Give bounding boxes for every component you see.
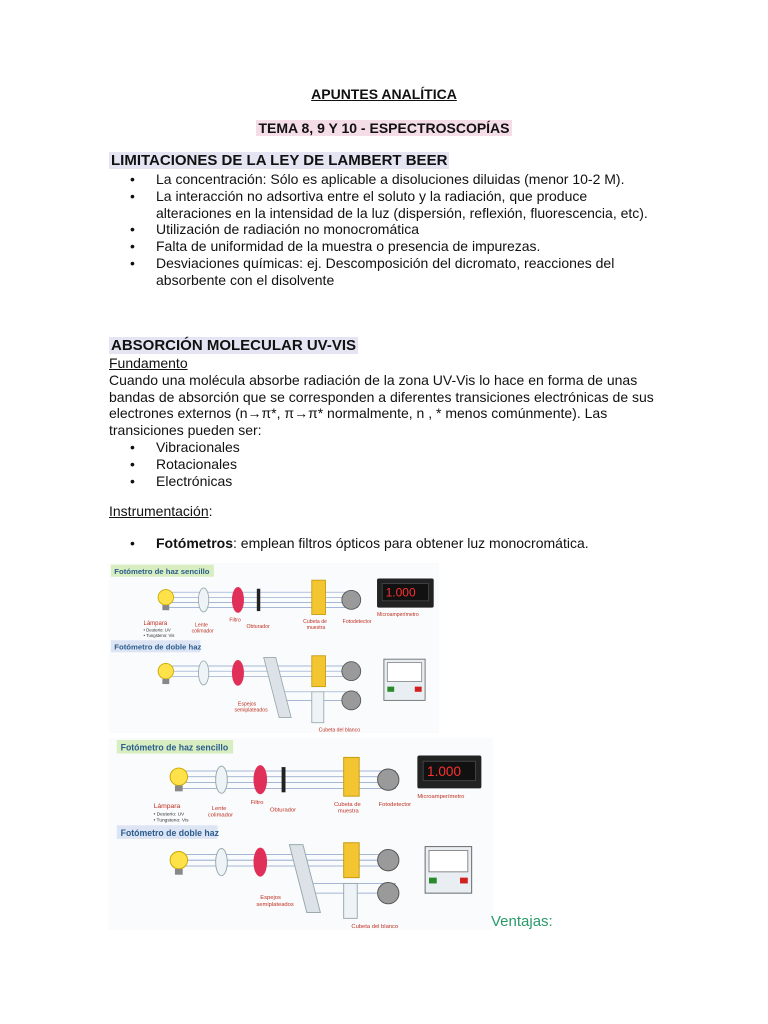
- section-heading-absorcion: ABSORCIÓN MOLECULAR UV-VIS: [111, 337, 357, 354]
- label-lampara: Lámpara: [143, 620, 168, 627]
- double-beam-label: Fotómetro de doble haz: [114, 642, 202, 652]
- blank-cuvette-icon: [312, 692, 324, 723]
- fotometros-item: [109, 535, 669, 552]
- instrumentacion-heading: [109, 503, 669, 520]
- fundamento-paragraph: Cuando una molécula absorbe radiación de la zona UV-Vis lo hace en forma de unas bandas de absorción que se corresponden a diferentes transiciones electrónicas de sus electrones externos (n→π*, π→π* normalmente, n , * menos comúnmente). Las transiciones pueden ser:: [109, 371, 654, 439]
- label-microamperimetro: Microamperímetro: [377, 612, 419, 619]
- label-muestra: muestra: [306, 625, 326, 632]
- photodetector-icon: [378, 850, 399, 871]
- lamp-icon: [170, 851, 187, 874]
- label-fotodetector: Fotodetector: [342, 619, 372, 626]
- photodetector-icon: [342, 662, 361, 681]
- microammeter-icon: [417, 755, 481, 788]
- list-item: • Electrónicas: [109, 473, 669, 490]
- label-lamp-uv: • Deuterio: UV: [153, 812, 185, 818]
- label-lamp-vis: • Tungsteno: Vis: [143, 632, 175, 638]
- label-lente: Lente: [211, 805, 227, 812]
- label-obturador: Obturador: [246, 624, 270, 631]
- lens-icon: [198, 588, 208, 612]
- label-colimador: colimador: [207, 812, 234, 819]
- photodetector-icon: [378, 882, 399, 903]
- label-lamp-vis: • Tungsteno: Vis: [153, 818, 189, 824]
- svg-text:1.000: 1.000: [385, 585, 416, 600]
- fundamento-block: [109, 355, 669, 489]
- filter-icon: [232, 660, 244, 686]
- label-semiplateados: semiplateados: [256, 901, 294, 908]
- label-cubeta-blanco: Cubeta del blanco: [351, 924, 399, 930]
- photometer-diagram-svg: [109, 738, 493, 930]
- cuvette-icon: [312, 656, 326, 687]
- filter-icon: [253, 765, 267, 794]
- mirror-icon: [264, 657, 291, 717]
- lamp-icon: [170, 768, 187, 791]
- list-item: • La interacción no adsortiva entre el soluto y la radiación, que produce alteraciones en la intensidad de la luz (dispersión, reflexión, fluorescencia, etc).: [109, 188, 649, 222]
- cuvette-icon: [344, 843, 360, 878]
- single-beam-label: Fotómetro de haz sencillo: [120, 742, 229, 753]
- photodetector-icon: [378, 769, 399, 790]
- list-item: • Rotacionales: [109, 456, 669, 473]
- list-item: • Utilización de radiación no monocromática: [109, 221, 649, 238]
- label-lente: Lente: [195, 622, 208, 629]
- label-espejos: Espejos: [237, 701, 257, 708]
- fundamento-label: Fundamento: [109, 355, 188, 371]
- shutter-icon: [282, 767, 286, 792]
- lens-icon: [198, 661, 208, 685]
- label-colimador: colimador: [191, 628, 214, 635]
- limitaciones-list: [109, 171, 649, 289]
- label-obturador: Obturador: [269, 807, 297, 814]
- meter-icon: [384, 659, 425, 700]
- shutter-icon: [257, 589, 260, 611]
- label-muestra: muestra: [337, 808, 359, 815]
- cuvette-icon: [344, 757, 360, 796]
- list-item: • Vibracionales: [109, 439, 669, 456]
- label-cubeta: Cubeta de: [303, 619, 327, 626]
- document-title: APUNTES ANALÍTICA: [311, 86, 457, 102]
- instrumentacion-label: Instrumentación: [109, 503, 209, 519]
- ventajas-label: Ventajas:: [491, 913, 553, 930]
- label-microamperimetro: Microamperímetro: [417, 794, 465, 801]
- photodetector-icon: [342, 590, 361, 609]
- cuvette-icon: [312, 580, 326, 614]
- list-item: • Desviaciones químicas: ej. Descomposición del dicromato, reacciones del absorbente con el disolvente: [109, 255, 649, 289]
- double-beam-label: Fotómetro de doble haz: [120, 827, 219, 838]
- microammeter-icon: [377, 578, 434, 607]
- filter-icon: [253, 848, 267, 877]
- fotometros-desc: : emplean filtros ópticos para obtener luz monocromática.: [233, 535, 589, 551]
- svg-text:1.000: 1.000: [427, 763, 462, 779]
- list-item: • Falta de uniformidad de la muestra o presencia de impurezas.: [109, 238, 649, 255]
- meter-icon: [425, 847, 472, 894]
- label-filtro: Filtro: [229, 617, 241, 624]
- label-semiplateados: semiplateados: [234, 707, 268, 714]
- label-fotodetector: Fotodetector: [378, 801, 412, 808]
- lens-icon: [216, 849, 228, 876]
- label-lampara: Lámpara: [153, 802, 181, 810]
- blank-cuvette-icon: [344, 883, 358, 918]
- document-subtitle: TEMA 8, 9 Y 10 - ESPECTROSCOPÍAS: [258, 120, 510, 136]
- lens-icon: [216, 766, 228, 793]
- fotometros-term: Fotómetros: [156, 535, 233, 551]
- lamp-icon: [158, 590, 173, 611]
- mirror-icon: [289, 845, 320, 913]
- label-cubeta-blanco: Cubeta del blanco: [318, 727, 361, 733]
- photometer-diagram-1: [109, 563, 439, 733]
- section-heading-limitaciones: LIMITACIONES DE LA LEY DE LAMBERT BEER: [111, 152, 448, 169]
- list-item: [109, 535, 669, 552]
- photometer-diagram-2: [109, 738, 493, 930]
- photodetector-icon: [342, 691, 361, 710]
- list-item: • La concentración: Sólo es aplicable a disoluciones diluidas (menor 10-2 M).: [109, 171, 649, 188]
- single-beam-label: Fotómetro de haz sencillo: [114, 567, 210, 577]
- instrumentacion-colon: :: [208, 503, 213, 519]
- label-espejos: Espejos: [260, 894, 281, 901]
- label-filtro: Filtro: [250, 799, 264, 806]
- lamp-icon: [158, 663, 173, 684]
- label-lamp-uv: • Deuterio: UV: [143, 627, 171, 633]
- filter-icon: [232, 587, 244, 613]
- photometer-diagram-svg: [109, 563, 439, 733]
- label-cubeta: Cubeta de: [333, 801, 361, 808]
